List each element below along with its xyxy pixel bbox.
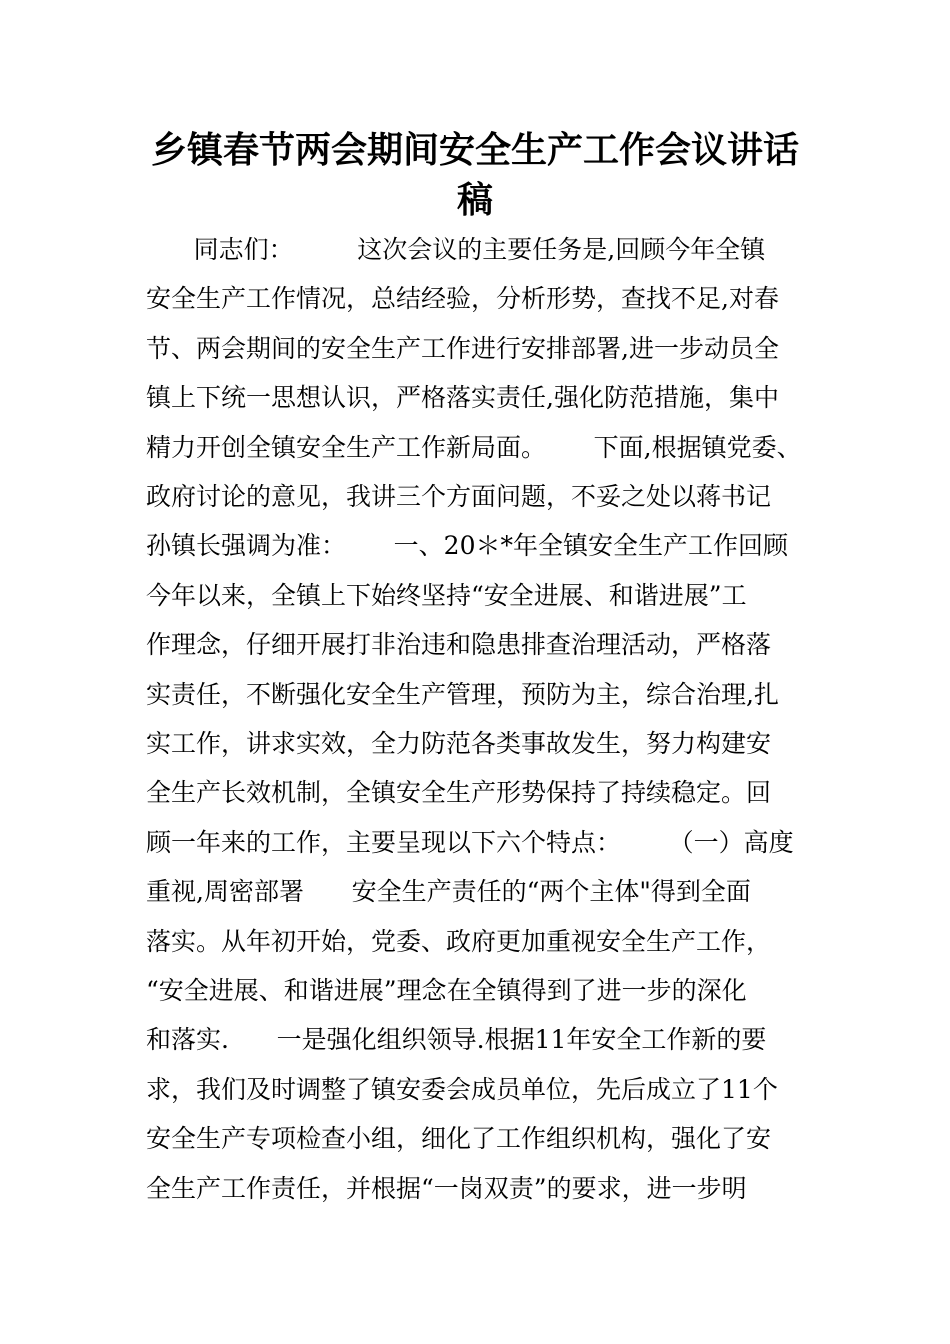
body-text-line: 节、两会期间的安全生产工作进行安排部署,进一步动员全 — [146, 334, 779, 363]
body-text-line: “安全进展、和谐进展”理念在全镇得到了进一步的深化 — [146, 976, 747, 1005]
document-title-continued: 稿 — [456, 179, 493, 221]
body-text-line: 实工作，讲求实效，全力防范各类事故发生，努力构建安 — [146, 729, 772, 758]
body-text-line: 全生产工作责任，并根据“一岗双责”的要求，进一步明 — [146, 1174, 747, 1203]
body-text-line: 孙镇长强调为准： 一、20＊*年全镇安全生产工作回顾 — [146, 531, 788, 560]
body-text-line: 落实。从年初开始，党委、政府更加重视安全生产工作， — [146, 927, 772, 956]
body-text-line: 安全生产工作情况，总结经验，分析形势，查找不足,对春 — [146, 284, 779, 313]
body-text-line: 实责任，不断强化安全生产管理，预防为主，综合治理,扎 — [146, 680, 779, 709]
body-text-line: 政府讨论的意见，我讲三个方面问题，不妥之处以蒋书记 — [146, 482, 772, 511]
body-text-line: 顾一年来的工作，主要呈现以下六个特点： （一）高度 — [146, 828, 794, 857]
document-title: 乡镇春节两会期间安全生产工作会议讲话 — [150, 129, 799, 171]
body-text-line: 安全生产专项检查小组，细化了工作组织机构，强化了安 — [146, 1124, 772, 1153]
body-text-line: 作理念，仔细开展打非治违和隐患排查治理活动，严格落 — [146, 630, 772, 659]
body-text-line: 同志们： 这次会议的主要任务是,回顾今年全镇 — [146, 235, 766, 264]
body-text-line: 镇上下统一思想认识，严格落实责任,强化防范措施，集中 — [146, 383, 779, 412]
body-text-line: 重视,周密部署 安全生产责任的“两个主体"得到全面 — [146, 877, 751, 906]
body-text-line: 精力开创全镇安全生产工作新局面。 下面,根据镇党委、 — [146, 433, 802, 462]
body-text-line: 今年以来，全镇上下始终坚持“安全进展、和谐进展”工 — [146, 581, 747, 610]
body-text-line: 全生产长效机制，全镇安全生产形势保持了持续稳定。回 — [146, 778, 772, 807]
body-text-line: 和落实. 一是强化组织领导.根据11年安全工作新的要 — [146, 1025, 767, 1054]
body-text-line: 求，我们及时调整了镇安委会成员单位，先后成立了11个 — [146, 1075, 778, 1104]
